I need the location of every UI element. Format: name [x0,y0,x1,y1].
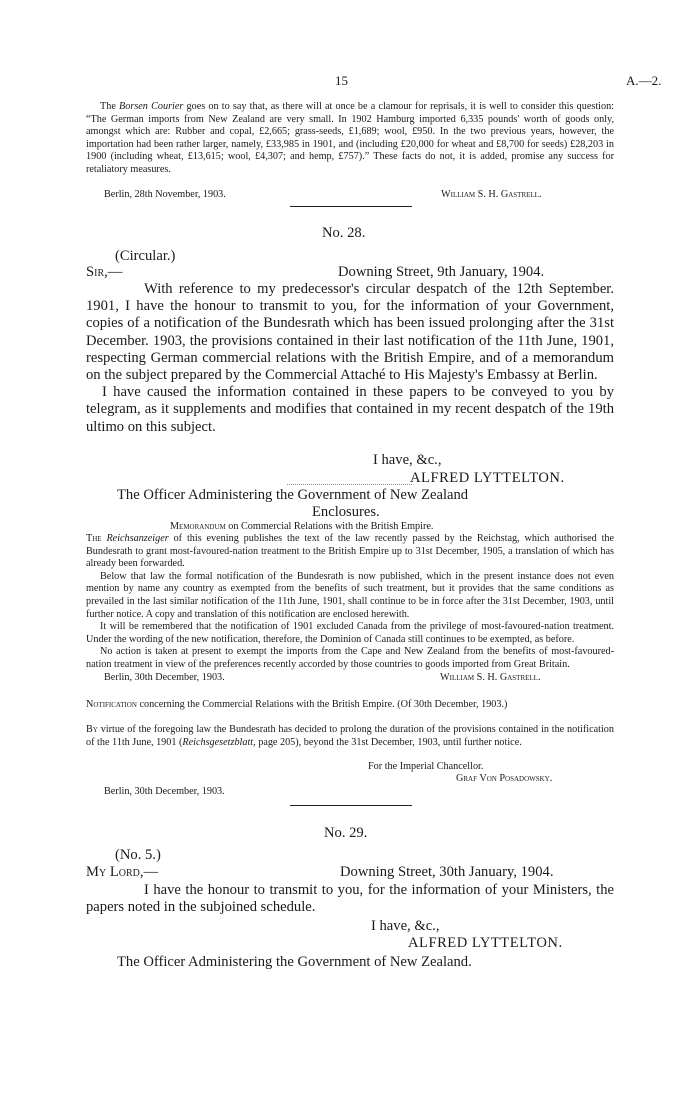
despatch-29-body: I have the honour to transmit to you, for the information of your Ministers, the papers noted in the subjoined schedule. [86,882,614,916]
notification-body: By virtue of the foregoing law the Bundesrath has decided to prolong the duration of the provisions contained in the notification of the 11th June, 1901 (Reichsgesetzblatt, page 205), beyond the 31st December, 1903, until further notice. [86,724,614,748]
sub-number-29: (No. 5.) [115,847,161,863]
section-divider-2 [290,805,412,806]
despatch-28-para-1: With reference to my predecessor's circular despatch of the 12th September. 1901, I have the honour to transmit to you, for the information of your Government, copies of a notification of the Bundesrath which has been issued prolonging after the 31st December. 1903, the provisions contained in their last notification of the 11th June, 1901, respecting German commercial relations with the British Empire, and of a memorandum on the subject prepared by the Commercial Attaché to His Majesty's Embassy at Berlin. [86,281,614,384]
place-date-29: Downing Street, 30th January, 1904. [340,864,554,880]
despatch-28-para-2: I have caused the information contained in these papers to be conveyed to you by telegram, as it supplements and modifies that contained in my recent despatch of the 19th ultimo on this subject. [86,384,614,435]
memorandum-signature: William S. H. Gastrell. [440,672,541,683]
memorandum-body: The Reichsanzeiger of this evening publishes the text of the law recently passed by the Reichstag, which authorised the Bundesrath to grant most-favoured-nation treatment to the British Empire up to 31st December, 1905, a translation of which has already been forwarded. Below that law the formal notification of the Bundesrath is now published, which in the present instance does not even mention by name any country as exempted from the benefits of such treatment, but it provides that the same conditions as prevailed in the last similar notification of the 11th June, 1901, shall continue to be in force after the 31st December, 1903, until further notice. A copy and translation of this notification are enclosed herewith. It will be remembered that the notification of 1901 excluded Canada from the privilege of most-favoured-nation treatment. Under the wording of the new notification, therefore, the Dominion of Canada still continues to be exempted, as before. No action is taken at present to exempt the imports from the Cape and New Zealand from the benefits of most-favoured-nation treatment in view of the preferences recently accorded by those countries to goods imported from Great Britain. [86,533,615,670]
signer-28: ALFRED LYTTELTON. [410,470,565,486]
circular-label: (Circular.) [115,248,176,264]
intro-place-date: Berlin, 28th November, 1903. [104,189,226,200]
section-divider [290,206,412,207]
place-date-28: Downing Street, 9th January, 1904. [338,264,545,280]
intro-signature: William S. H. Gastrell. [441,189,542,200]
notification-title: Notification concerning the Commercial Relations with the British Empire. (Of 30th December, 1903.) [86,699,508,710]
page-number: 15 [335,73,348,88]
despatch-number-29: No. 29. [324,825,368,841]
memorandum-place-date: Berlin, 30th December, 1903. [104,672,225,683]
salutation-29: My Lord,— [86,864,159,880]
notification-place-date: Berlin, 30th December, 1903. [104,786,225,797]
signer-29: ALFRED LYTTELTON. [408,935,563,951]
memorandum-title: Memorandum on Commercial Relations with the British Empire. [170,521,434,532]
salutation-28: Sir,— [86,264,123,280]
document-reference: A.—2. [626,73,662,88]
for-imperial-chancellor: For the Imperial Chancellor. [368,761,484,772]
addressee-29: The Officer Administering the Government of New Zealand. [117,954,472,970]
dotted-divider [287,484,412,485]
closing-28: I have, &c., [373,452,442,468]
addressee-28: The Officer Administering the Government of New Zealand [117,487,469,503]
despatch-number-28: No. 28. [322,225,366,241]
closing-29: I have, &c., [371,918,440,934]
newspaper-title: Borsen Courier [119,101,184,112]
notification-signature: Graf Von Posadowsky. [456,773,553,784]
enclosures-heading: Enclosures. [312,504,380,520]
despatch-28-body [86,281,614,436]
intro-paragraph: The Borsen Courier goes on to say that, as there will at once be a clamour for reprisals, it is well to consider this question: “The German imports from New Zealand are very small. In 1902 Hamburg imported 6,335 pounds' worth of goods only, amongst which are: Rubber and copal, £2,665; grass-seeds, £1,689; wool, £950. In the two previous years, however, the importation had been rather larger, namely, £33,985 in 1901, and (including £20,000 for wheat and £8,700 for seeds) £28,203 in 1900 (including wheat, £13,615; wool, £4,307; and hemp, £757).” These facts do not, it is added, promise any success for retaliatory measures. [86,101,614,175]
